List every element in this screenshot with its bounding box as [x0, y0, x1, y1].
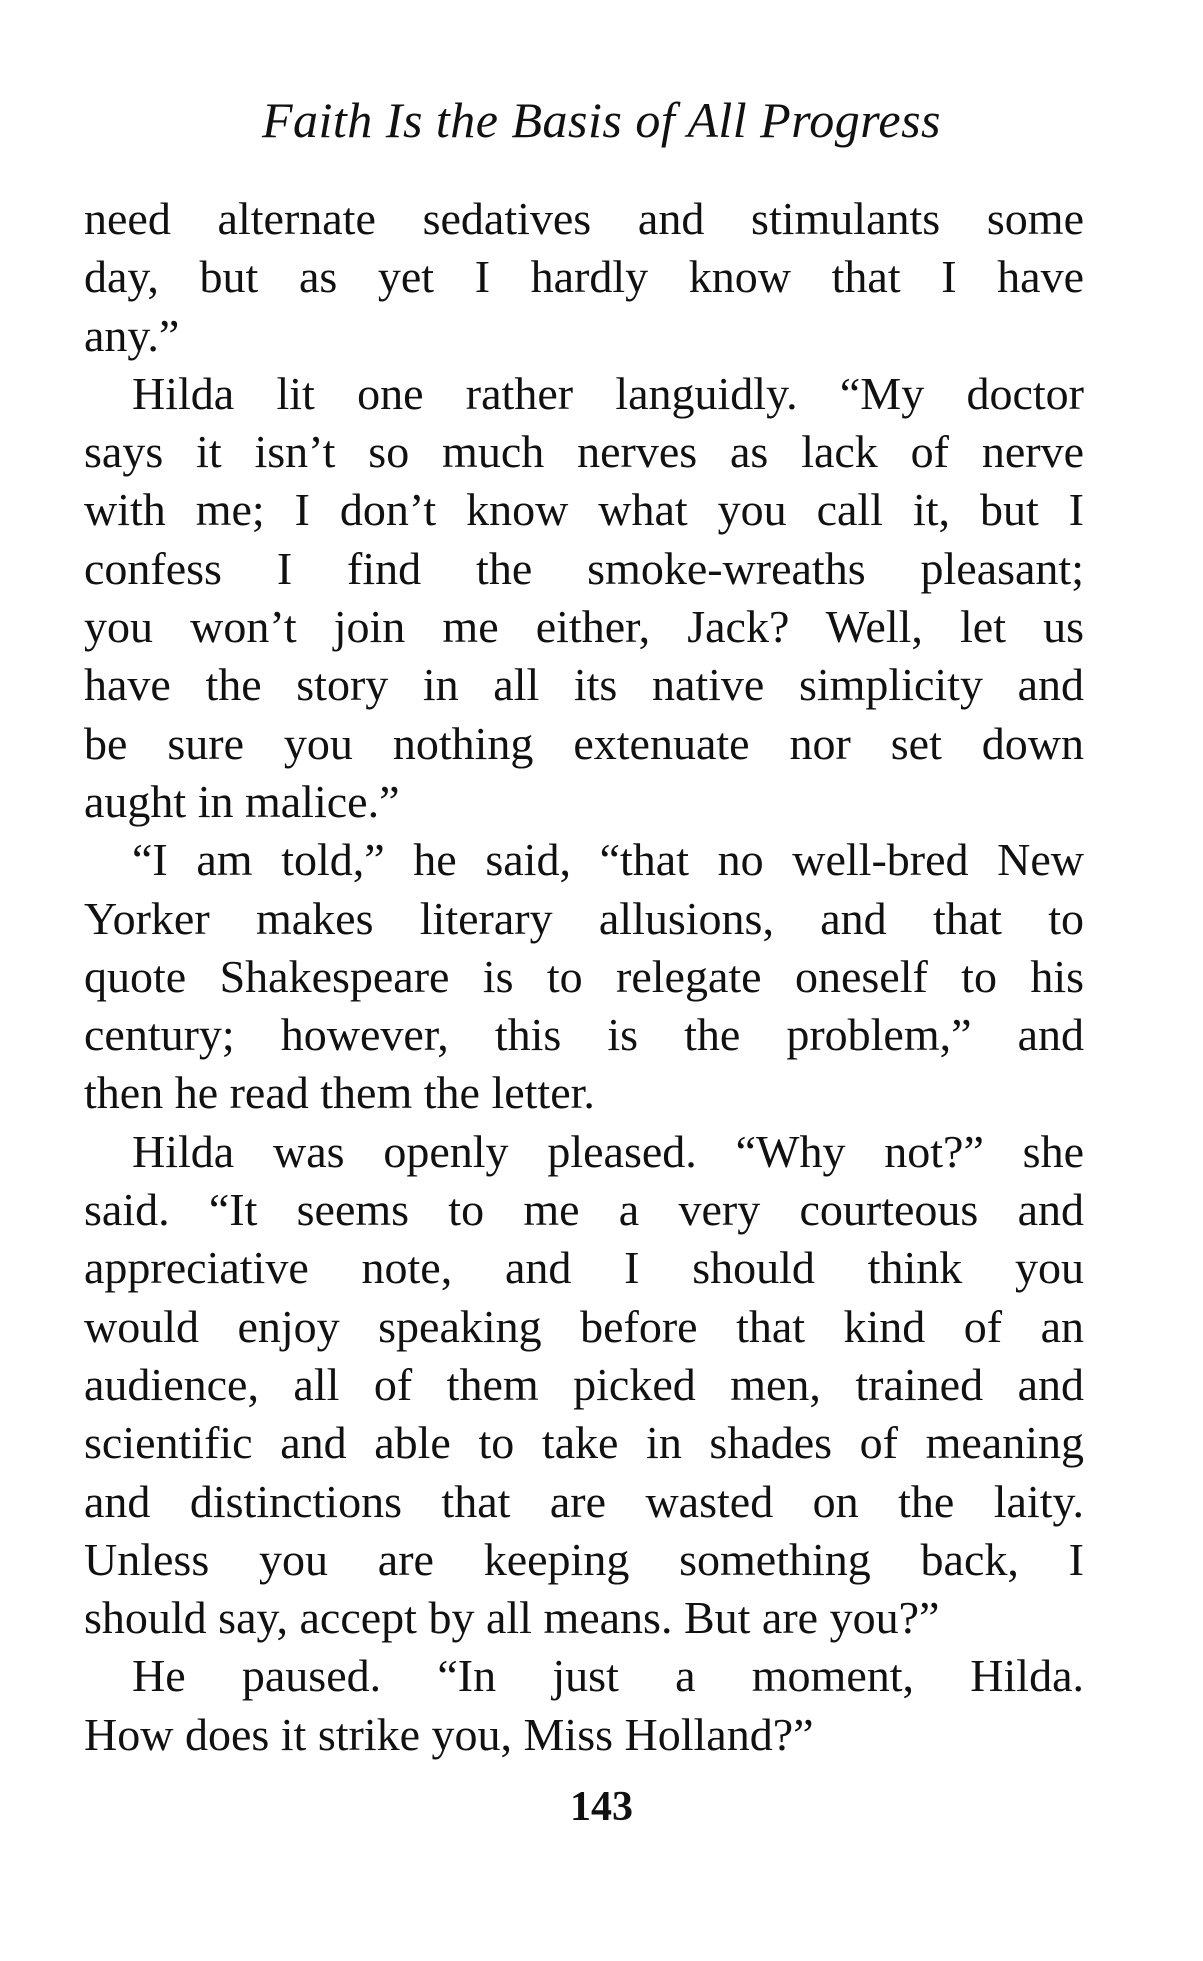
text-line: you won’t join me either, Jack? Well, let us	[84, 601, 1084, 653]
page-number: 143	[570, 1784, 633, 1830]
text-line: with me; I don’t know what you call it, but I	[84, 484, 1084, 536]
text-line: appreciative note, and I should think you	[84, 1242, 1084, 1294]
text-line: century; however, this is the problem,” and	[84, 1009, 1084, 1061]
text-line: Hilda lit one rather languidly. “My doctor	[132, 367, 1084, 419]
text-line: confess I find the smoke-wreaths pleasant;	[84, 542, 1084, 594]
text-line: then he read them the letter.	[84, 1067, 595, 1119]
text-line: aught in malice.”	[84, 775, 400, 827]
text-line: quote Shakespeare is to relegate oneself to his	[84, 950, 1084, 1002]
text-line: Yorker makes literary allusions, and that to	[84, 892, 1084, 944]
text-line: day, but as yet I hardly know that I have	[84, 251, 1084, 303]
text-line: and distinctions that are wasted on the laity.	[84, 1475, 1084, 1527]
text-line: would enjoy speaking before that kind of an	[84, 1300, 1084, 1352]
text-line: have the story in all its native simplicity and	[84, 659, 1084, 711]
text-line: He paused. “In just a moment, Hilda.	[132, 1650, 1084, 1702]
text-line: any.”	[84, 309, 180, 361]
running-head: Faith Is the Basis of All Progress	[261, 92, 942, 148]
text-line: How does it strike you, Miss Holland?”	[84, 1708, 814, 1760]
text-line: said. “It seems to me a very courteous and	[84, 1184, 1084, 1236]
text-line: scientific and able to take in shades of meaning	[84, 1417, 1084, 1469]
text-line: need alternate sedatives and stimulants some	[84, 193, 1084, 244]
text-line: says it isn’t so much nerves as lack of nerve	[84, 426, 1084, 478]
body-text	[84, 190, 1084, 1764]
text-line: “I am told,” he said, “that no well-bred New	[132, 834, 1084, 886]
text-line: should say, accept by all means. But are you?”	[84, 1592, 940, 1644]
text-line: Unless you are keeping something back, I	[84, 1533, 1084, 1585]
text-line: Hilda was openly pleased. “Why not?” she	[132, 1125, 1084, 1177]
text-line: be sure you nothing extenuate nor set down	[84, 717, 1084, 769]
text-line: audience, all of them picked men, trained and	[84, 1358, 1084, 1410]
